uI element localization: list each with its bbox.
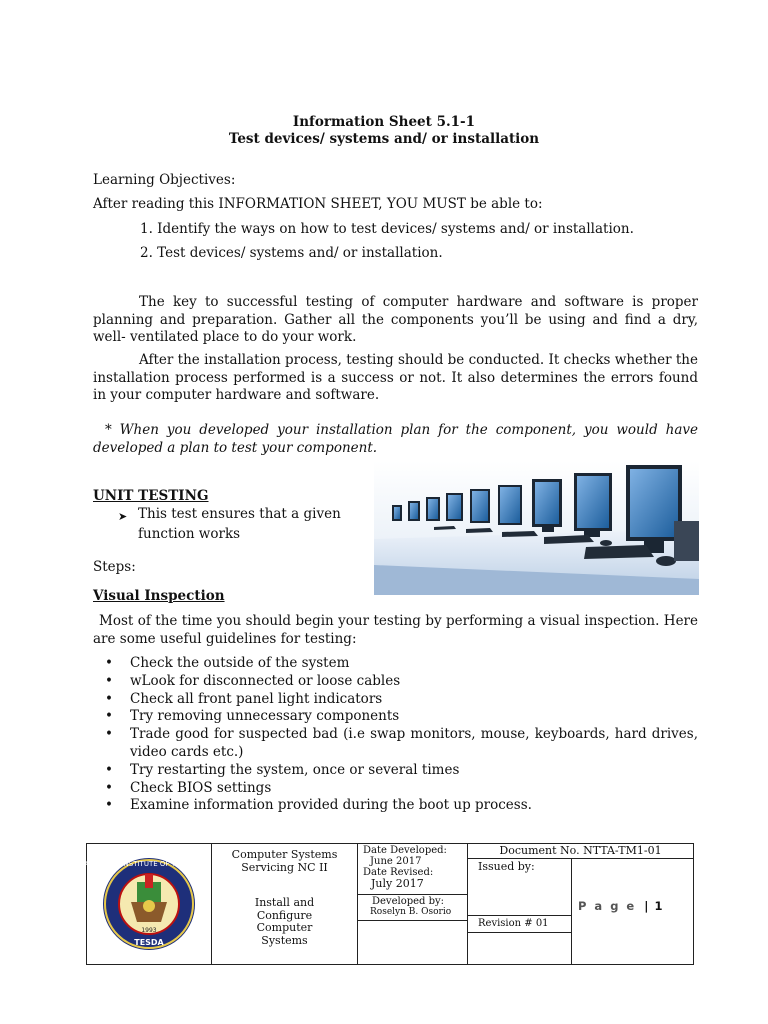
computer-lab-image: [374, 461, 699, 595]
course-line2: Servicing NC II: [241, 860, 328, 874]
list-item: • Check BIOS settings: [93, 780, 698, 798]
revision-number: Revision # 01: [468, 915, 572, 933]
objectives-heading: Learning Objectives:: [93, 172, 236, 188]
developed-by: Roselyn B. Osorio: [370, 906, 452, 917]
date-developed-label: Date Developed:: [363, 845, 447, 856]
developed-by-label: Developed by:: [372, 895, 445, 907]
document-subtitle: Test devices/ systems and/ or installation: [228, 131, 540, 147]
date-revised-label: Date Revised:: [363, 867, 434, 878]
unit-testing-item: [118, 506, 341, 543]
page-separator: |: [644, 899, 649, 913]
test-plan-note: * When you developed your installation plan for the component, you would have developed a plan to test your component.: [93, 422, 698, 456]
document-number: Document No. NTTA-TM1-01: [468, 844, 693, 859]
list-item: • Try restarting the system, once or several times: [93, 762, 698, 780]
course-line1: Computer Systems: [231, 848, 338, 861]
list-item: • Check the outside of the system: [93, 655, 698, 673]
list-item: • Try removing unnecessary components: [93, 708, 698, 726]
logo-text-top: NAMBAGAN INSTITUTE OF TECHNOLOGY: [78, 860, 220, 868]
logo-text-bottom: TESDA: [134, 938, 164, 947]
module-line3: Computer: [256, 921, 313, 934]
list-item: • Check all front panel light indicators: [93, 691, 698, 709]
issued-revision-cell: [468, 859, 572, 964]
footer-logo-cell: [78, 844, 220, 964]
page-indicator: [572, 899, 694, 913]
module-line1: Install and: [254, 896, 315, 909]
logo-year: 1993: [141, 927, 157, 934]
issued-by: Issued by:: [478, 860, 535, 873]
list-item: • Examine information provided during the boot up process.: [93, 797, 698, 815]
unit-testing-heading: UNIT TESTING: [93, 488, 209, 504]
page-label: P a g e: [578, 899, 637, 913]
objective-item-2: 2. Test devices/ systems and/ or installation.: [140, 245, 443, 261]
footer-course-cell: [211, 844, 357, 964]
date-developed: June 2017: [370, 856, 422, 867]
date-revised: July 2017: [371, 877, 424, 890]
unit-testing-item-line2: function works: [138, 525, 241, 542]
arrow-bullet-icon: ➤: [118, 510, 128, 523]
module-line4: Systems: [261, 933, 308, 947]
document-title: Information Sheet 5.1-1: [292, 114, 476, 130]
paragraph-planning: The key to successful testing of computer hardware and software is proper planning and preparation. Gather all the components you’ll be using and find a dry, well- ventilated place to do your work.: [93, 294, 698, 345]
unit-testing-item-line1: This test ensures that a given: [138, 506, 341, 522]
paragraph-installation: After the installation process, testing should be conducted. It checks whether the installation process performed is a success or not. It also determines the errors found in your computer hardware and software.: [93, 352, 698, 403]
list-item: • Trade good for suspected bad (i.e swap monitors, mouse, keyboards, hard drives, video cards etc.): [93, 726, 698, 762]
institute-seal-logo: [78, 844, 220, 964]
steps-label: Steps:: [93, 559, 136, 575]
footer-dates-cell: [357, 844, 467, 964]
list-item: • wLook for disconnected or loose cables: [93, 673, 698, 691]
guidelines-list: [93, 655, 698, 815]
visual-inspection-intro: Most of the time you should begin your testing by performing a visual inspection. Here are some useful guidelines for testing:: [93, 613, 698, 647]
objectives-intro: After reading this INFORMATION SHEET, YOU MUST be able to:: [93, 196, 543, 212]
page-number: 1: [654, 899, 663, 913]
module-line2: Configure: [256, 908, 313, 922]
document-footer-table: [78, 843, 694, 965]
visual-inspection-heading: Visual Inspection: [93, 588, 225, 604]
objective-item-1: 1. Identify the ways on how to test devices/ systems and/ or installation.: [140, 221, 634, 237]
footer-document-cell: [467, 844, 693, 964]
